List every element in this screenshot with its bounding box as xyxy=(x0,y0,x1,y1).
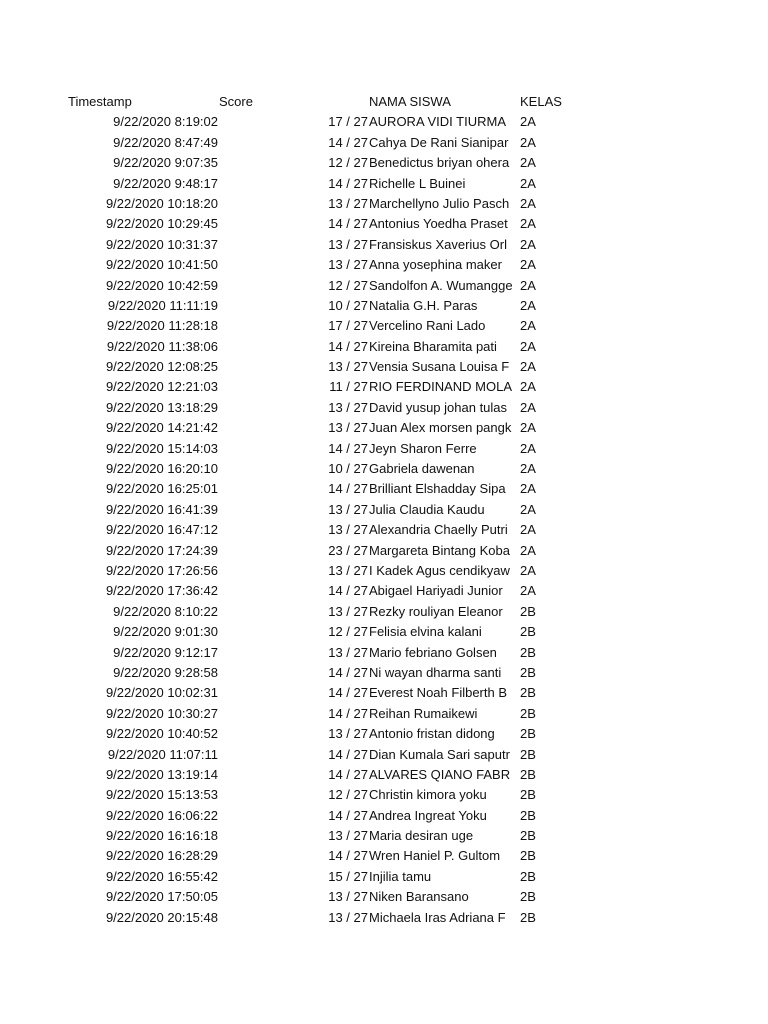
kelas-cell[interactable]: 2A xyxy=(520,216,536,232)
score-cell[interactable]: 14 / 27 xyxy=(328,746,368,762)
timestamp-cell[interactable]: 9/22/2020 17:26:56 xyxy=(105,562,218,578)
score-cell[interactable]: 14 / 27 xyxy=(328,175,368,191)
table-row xyxy=(0,602,768,622)
timestamp-cell[interactable]: 9/22/2020 17:50:05 xyxy=(105,889,218,905)
timestamp-cell[interactable]: 9/22/2020 10:18:20 xyxy=(105,195,218,211)
timestamp-cell[interactable]: 9/22/2020 16:41:39 xyxy=(105,501,218,517)
table-row xyxy=(0,643,768,663)
table-row xyxy=(0,908,768,928)
table-row xyxy=(0,459,768,479)
score-cell[interactable]: 13 / 27 xyxy=(328,644,368,660)
nama-siswa-cell[interactable]: Ni wayan dharma santi xyxy=(369,664,502,680)
table-row xyxy=(0,826,768,846)
table-row xyxy=(0,276,768,296)
timestamp-cell[interactable]: 9/22/2020 12:21:03 xyxy=(105,379,218,395)
kelas-cell[interactable]: 2B xyxy=(520,848,536,864)
kelas-cell[interactable]: 2B xyxy=(520,868,536,884)
nama-siswa-cell[interactable]: Antonio fristan didong xyxy=(369,726,495,742)
table-row xyxy=(0,663,768,683)
timestamp-cell[interactable]: 9/22/2020 16:16:18 xyxy=(105,828,218,844)
kelas-cell[interactable]: 2A xyxy=(520,338,536,354)
timestamp-cell[interactable]: 9/22/2020 10:02:31 xyxy=(105,685,218,701)
table-row xyxy=(0,418,768,438)
table-row xyxy=(0,867,768,887)
timestamp-cell[interactable]: 9/22/2020 16:06:22 xyxy=(105,807,218,823)
timestamp-cell[interactable]: 9/22/2020 11:11:19 xyxy=(107,297,218,313)
nama-siswa-cell[interactable]: Mario febriano Golsen xyxy=(369,644,497,660)
timestamp-cell[interactable]: 9/22/2020 12:08:25 xyxy=(105,359,218,375)
score-cell[interactable]: 14 / 27 xyxy=(328,766,368,782)
kelas-cell[interactable]: 2A xyxy=(520,583,536,599)
kelas-cell[interactable]: 2A xyxy=(520,236,536,252)
timestamp-cell[interactable]: 9/22/2020 9:07:35 xyxy=(113,155,218,171)
nama-siswa-cell[interactable]: Julia Claudia Kaudu xyxy=(369,501,485,517)
timestamp-cell[interactable]: 9/22/2020 8:10:22 xyxy=(113,603,218,619)
nama-siswa-cell[interactable]: Richelle L Buinei xyxy=(369,175,466,191)
score-cell[interactable]: 23 / 27 xyxy=(328,542,368,558)
nama-siswa-cell[interactable]: Antonius Yoedha Praset xyxy=(369,216,508,232)
header-score[interactable]: Score xyxy=(219,94,253,109)
kelas-cell[interactable]: 2A xyxy=(520,114,536,130)
score-cell[interactable]: 13 / 27 xyxy=(328,889,368,905)
nama-siswa-cell[interactable]: Wren Haniel P. Gultom xyxy=(369,848,501,864)
kelas-cell[interactable]: 2A xyxy=(520,501,536,517)
table-row xyxy=(0,214,768,234)
timestamp-cell[interactable]: 9/22/2020 16:20:10 xyxy=(105,461,218,477)
nama-siswa-cell[interactable]: Fransiskus Xaverius Orl xyxy=(369,236,507,252)
kelas-cell[interactable]: 2B xyxy=(520,807,536,823)
timestamp-cell[interactable]: 9/22/2020 17:36:42 xyxy=(105,583,218,599)
kelas-cell[interactable]: 2B xyxy=(520,705,536,721)
score-cell[interactable]: 14 / 27 xyxy=(328,583,368,599)
score-cell[interactable]: 13 / 27 xyxy=(328,562,368,578)
table-row xyxy=(0,785,768,805)
nama-siswa-cell[interactable]: Alexandria Chaelly Putri xyxy=(369,522,508,538)
kelas-cell[interactable]: 2B xyxy=(520,664,536,680)
score-cell[interactable]: 14 / 27 xyxy=(328,481,368,497)
kelas-cell[interactable]: 2B xyxy=(520,889,536,905)
table-row xyxy=(0,887,768,907)
score-cell[interactable]: 13 / 27 xyxy=(328,909,368,925)
nama-siswa-cell[interactable]: Michaela Iras Adriana F xyxy=(369,909,506,925)
score-cell[interactable]: 13 / 27 xyxy=(328,420,368,436)
score-cell[interactable]: 17 / 27 xyxy=(328,114,368,130)
header-timestamp[interactable]: Timestamp xyxy=(68,94,132,109)
kelas-cell[interactable]: 2B xyxy=(520,746,536,762)
nama-siswa-cell[interactable]: Niken Baransano xyxy=(369,889,469,905)
score-cell[interactable]: 17 / 27 xyxy=(328,318,368,334)
table-row xyxy=(0,520,768,540)
timestamp-cell[interactable]: 9/22/2020 11:38:06 xyxy=(106,338,218,354)
nama-siswa-cell[interactable]: Kireina Bharamita pati xyxy=(369,338,497,354)
score-cell[interactable]: 12 / 27 xyxy=(328,624,368,640)
score-cell[interactable]: 13 / 27 xyxy=(328,828,368,844)
table-row xyxy=(0,541,768,561)
table-row xyxy=(0,765,768,785)
kelas-cell[interactable]: 2A xyxy=(520,195,536,211)
score-cell[interactable]: 14 / 27 xyxy=(328,134,368,150)
timestamp-cell[interactable]: 9/22/2020 13:19:14 xyxy=(105,766,218,782)
table-row xyxy=(0,174,768,194)
timestamp-cell[interactable]: 9/22/2020 10:30:27 xyxy=(105,705,218,721)
table-row xyxy=(0,112,768,132)
table-row xyxy=(0,500,768,520)
timestamp-cell[interactable]: 9/22/2020 15:14:03 xyxy=(105,440,218,456)
score-cell[interactable]: 14 / 27 xyxy=(328,807,368,823)
nama-siswa-cell[interactable]: Reihan Rumaikewi xyxy=(369,705,478,721)
table-row xyxy=(0,479,768,499)
table-row xyxy=(0,745,768,765)
header-kelas[interactable]: KELAS xyxy=(520,94,562,109)
nama-siswa-cell[interactable]: Benedictus briyan ohera xyxy=(369,155,510,171)
score-cell[interactable]: 10 / 27 xyxy=(328,461,368,477)
score-cell[interactable]: 14 / 27 xyxy=(328,216,368,232)
kelas-cell[interactable]: 2B xyxy=(520,726,536,742)
table-row xyxy=(0,439,768,459)
nama-siswa-cell[interactable]: David yusup johan tulas xyxy=(369,399,508,415)
table-row xyxy=(0,316,768,336)
kelas-cell[interactable]: 2A xyxy=(520,440,536,456)
kelas-cell[interactable]: 2A xyxy=(520,461,536,477)
timestamp-cell[interactable]: 9/22/2020 10:31:37 xyxy=(105,236,218,252)
table-row xyxy=(0,377,768,397)
nama-siswa-cell[interactable]: Cahya De Rani Sianipar xyxy=(369,134,509,150)
nama-siswa-cell[interactable]: Juan Alex morsen pangk xyxy=(369,420,512,436)
kelas-cell[interactable]: 2A xyxy=(520,481,536,497)
kelas-cell[interactable]: 2A xyxy=(520,542,536,558)
table-row xyxy=(0,357,768,377)
score-cell[interactable]: 13 / 27 xyxy=(328,603,368,619)
kelas-cell[interactable]: 2A xyxy=(520,134,536,150)
nama-siswa-cell[interactable]: Injilia tamu xyxy=(369,868,432,884)
kelas-cell[interactable]: 2A xyxy=(520,175,536,191)
score-cell[interactable]: 14 / 27 xyxy=(328,664,368,680)
score-cell[interactable]: 13 / 27 xyxy=(328,522,368,538)
timestamp-cell[interactable]: 9/22/2020 9:01:30 xyxy=(113,624,218,640)
score-cell[interactable]: 14 / 27 xyxy=(328,685,368,701)
kelas-cell[interactable]: 2A xyxy=(520,562,536,578)
table-row xyxy=(0,194,768,214)
nama-siswa-cell[interactable]: RIO FERDINAND MOLA xyxy=(369,379,513,395)
kelas-cell[interactable]: 2A xyxy=(520,257,536,273)
nama-siswa-cell[interactable]: Rezky rouliyan Eleanor xyxy=(369,603,503,619)
kelas-cell[interactable]: 2B xyxy=(520,624,536,640)
timestamp-cell[interactable]: 9/22/2020 10:29:45 xyxy=(105,216,218,232)
kelas-cell[interactable]: 2A xyxy=(520,399,536,415)
kelas-cell[interactable]: 2A xyxy=(520,318,536,334)
table-row xyxy=(0,806,768,826)
nama-siswa-cell[interactable]: Vercelino Rani Lado xyxy=(369,318,486,334)
nama-siswa-cell[interactable]: Marchellyno Julio Pasch xyxy=(369,195,510,211)
table-row xyxy=(0,561,768,581)
timestamp-cell[interactable]: 9/22/2020 16:28:29 xyxy=(105,848,218,864)
data-rows xyxy=(0,112,768,928)
score-cell[interactable]: 12 / 27 xyxy=(328,155,368,171)
nama-siswa-cell[interactable]: Andrea Ingreat Yoku xyxy=(369,807,487,823)
score-cell[interactable]: 13 / 27 xyxy=(328,501,368,517)
kelas-cell[interactable]: 2A xyxy=(520,297,536,313)
table-row xyxy=(0,235,768,255)
nama-siswa-cell[interactable]: Margareta Bintang Koba xyxy=(369,542,510,558)
timestamp-cell[interactable]: 9/22/2020 14:21:42 xyxy=(105,420,218,436)
timestamp-cell[interactable]: 9/22/2020 9:48:17 xyxy=(113,175,218,191)
score-cell[interactable]: 12 / 27 xyxy=(328,277,368,293)
table-row xyxy=(0,153,768,173)
timestamp-cell[interactable]: 9/22/2020 9:12:17 xyxy=(113,644,218,660)
kelas-cell[interactable]: 2A xyxy=(520,277,536,293)
table-row xyxy=(0,337,768,357)
timestamp-cell[interactable]: 9/22/2020 20:15:48 xyxy=(105,909,218,925)
table-row xyxy=(0,683,768,703)
nama-siswa-cell[interactable]: AURORA VIDI TIURMA xyxy=(369,114,507,130)
kelas-cell[interactable]: 2B xyxy=(520,644,536,660)
table-row xyxy=(0,581,768,601)
nama-siswa-cell[interactable]: Brilliant Elshadday Sipa xyxy=(369,481,506,497)
timestamp-cell[interactable]: 9/22/2020 17:24:39 xyxy=(105,542,218,558)
timestamp-cell[interactable]: 9/22/2020 10:40:52 xyxy=(105,726,218,742)
kelas-cell[interactable]: 2B xyxy=(520,909,536,925)
score-cell[interactable]: 14 / 27 xyxy=(328,338,368,354)
score-cell[interactable]: 14 / 27 xyxy=(328,848,368,864)
nama-siswa-cell[interactable]: Dian Kumala Sari saputr xyxy=(369,746,510,762)
timestamp-cell[interactable]: 9/22/2020 8:19:02 xyxy=(113,114,218,130)
timestamp-cell[interactable]: 9/22/2020 10:42:59 xyxy=(105,277,218,293)
timestamp-cell[interactable]: 9/22/2020 15:13:53 xyxy=(105,787,218,803)
spreadsheet xyxy=(0,92,768,928)
score-cell[interactable]: 13 / 27 xyxy=(328,236,368,252)
nama-siswa-cell[interactable]: Natalia G.H. Paras xyxy=(369,297,478,313)
header-nama-siswa[interactable]: NAMA SISWA xyxy=(369,94,451,109)
nama-siswa-cell[interactable]: Abigael Hariyadi Junior xyxy=(369,583,503,599)
timestamp-cell[interactable]: 9/22/2020 16:47:12 xyxy=(105,522,218,538)
kelas-cell[interactable]: 2A xyxy=(520,522,536,538)
kelas-cell[interactable]: 2B xyxy=(520,685,536,701)
header-row xyxy=(0,92,768,112)
score-cell[interactable]: 14 / 27 xyxy=(328,440,368,456)
timestamp-cell[interactable]: 9/22/2020 10:41:50 xyxy=(105,257,218,273)
table-row xyxy=(0,133,768,153)
nama-siswa-cell[interactable]: Vensia Susana Louisa F xyxy=(369,359,510,375)
timestamp-cell[interactable]: 9/22/2020 16:55:42 xyxy=(105,868,218,884)
nama-siswa-cell[interactable]: ALVARES QIANO FABR xyxy=(369,766,511,782)
table-row xyxy=(0,846,768,866)
score-cell[interactable]: 10 / 27 xyxy=(328,297,368,313)
score-cell[interactable]: 13 / 27 xyxy=(328,195,368,211)
score-cell[interactable]: 13 / 27 xyxy=(328,399,368,415)
kelas-cell[interactable]: 2A xyxy=(520,155,536,171)
nama-siswa-cell[interactable]: Christin kimora yoku xyxy=(369,787,487,803)
kelas-cell[interactable]: 2B xyxy=(520,766,536,782)
nama-siswa-cell[interactable]: Anna yosephina maker xyxy=(369,257,502,273)
nama-siswa-cell[interactable]: Maria desiran uge xyxy=(369,828,474,844)
score-cell[interactable]: 13 / 27 xyxy=(328,257,368,273)
score-cell[interactable]: 13 / 27 xyxy=(328,359,368,375)
kelas-cell[interactable]: 2A xyxy=(520,359,536,375)
table-row xyxy=(0,622,768,642)
score-cell[interactable]: 11 / 27 xyxy=(329,379,368,395)
table-row xyxy=(0,724,768,744)
timestamp-cell[interactable]: 9/22/2020 13:18:29 xyxy=(105,399,218,415)
table-row xyxy=(0,296,768,316)
score-cell[interactable]: 13 / 27 xyxy=(328,726,368,742)
table-row xyxy=(0,255,768,275)
nama-siswa-cell[interactable]: Jeyn Sharon Ferre xyxy=(369,440,477,456)
kelas-cell[interactable]: 2B xyxy=(520,787,536,803)
timestamp-cell[interactable]: 9/22/2020 16:25:01 xyxy=(105,481,218,497)
kelas-cell[interactable]: 2A xyxy=(520,420,536,436)
nama-siswa-cell[interactable]: Sandolfon A. Wumangge xyxy=(369,277,513,293)
timestamp-cell[interactable]: 9/22/2020 11:07:11 xyxy=(107,746,218,762)
nama-siswa-cell[interactable]: Everest Noah Filberth B xyxy=(369,685,508,701)
kelas-cell[interactable]: 2B xyxy=(520,828,536,844)
kelas-cell[interactable]: 2B xyxy=(520,603,536,619)
table-row xyxy=(0,398,768,418)
nama-siswa-cell[interactable]: Felisia elvina kalani xyxy=(369,624,482,640)
nama-siswa-cell[interactable]: I Kadek Agus cendikyaw xyxy=(369,562,510,578)
score-cell[interactable]: 15 / 27 xyxy=(328,868,368,884)
score-cell[interactable]: 14 / 27 xyxy=(328,705,368,721)
score-cell[interactable]: 12 / 27 xyxy=(328,787,368,803)
timestamp-cell[interactable]: 9/22/2020 9:28:58 xyxy=(113,664,218,680)
table-row xyxy=(0,704,768,724)
nama-siswa-cell[interactable]: Gabriela dawenan xyxy=(369,461,475,477)
timestamp-cell[interactable]: 9/22/2020 8:47:49 xyxy=(113,134,218,150)
kelas-cell[interactable]: 2A xyxy=(520,379,536,395)
timestamp-cell[interactable]: 9/22/2020 11:28:18 xyxy=(106,318,218,334)
